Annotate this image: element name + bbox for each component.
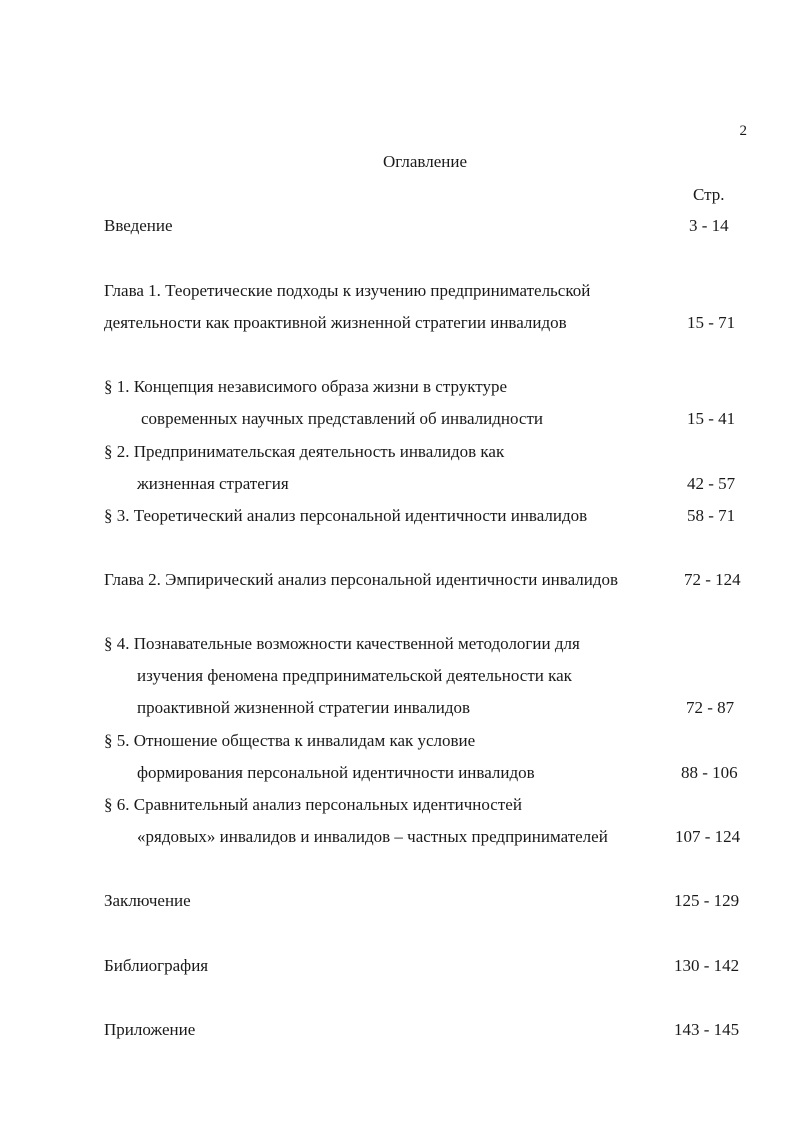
toc-entry-chapter-1-line-2: деятельности как проактивной жизненной стратегии инвалидов xyxy=(104,313,567,332)
toc-pages-intro: 3 - 14 xyxy=(689,216,729,235)
toc-entry-section-4-line-2: изучения феномена предпринимательской деятельности как xyxy=(137,666,572,685)
toc-pages-chapter-1: 15 - 71 xyxy=(687,313,736,332)
toc-entry-conclusion: Заключение xyxy=(104,891,191,910)
toc-entry-section-1-line-2: современных научных представлений об инвалидности xyxy=(141,409,543,428)
toc-entry-section-1-line-1: § 1. Концепция независимого образа жизни в структуре xyxy=(104,377,508,396)
toc-pages-chapter-2: 72 - 124 xyxy=(684,570,741,589)
toc-pages-section-2: 42 - 57 xyxy=(687,474,736,493)
toc-title: Оглавление xyxy=(383,152,467,171)
toc-pages-section-1: 15 - 41 xyxy=(687,409,736,428)
toc-entry-section-4-line-3: проактивной жизненной стратегии инвалидов xyxy=(137,698,471,717)
toc-entry-section-6-line-1: § 6. Сравнительный анализ персональных идентичностей xyxy=(104,795,522,814)
toc-entry-section-5-line-1: § 5. Отношение общества к инвалидам как условие xyxy=(104,731,476,750)
toc-entry-section-2-line-2: жизненная стратегия xyxy=(137,474,289,493)
toc-entry-section-4-line-1: § 4. Познавательные возможности качественной методологии для xyxy=(104,634,580,653)
toc-entry-intro: Введение xyxy=(104,216,173,235)
toc-pages-bibliography: 130 - 142 xyxy=(674,956,740,975)
toc-entry-bibliography: Библиография xyxy=(104,956,209,975)
toc-pages-section-6: 107 - 124 xyxy=(675,827,741,846)
toc-entry-appendix: Приложение xyxy=(104,1020,196,1039)
toc-entry-chapter-2: Глава 2. Эмпирический анализ персональной идентичности инвалидов xyxy=(104,570,619,589)
toc-entry-section-5-line-2: формирования персональной идентичности инвалидов xyxy=(137,763,535,782)
toc-entry-section-2-line-1: § 2. Предпринимательская деятельность инвалидов как xyxy=(104,442,505,461)
toc-entry-section-6-line-2: «рядовых» инвалидов и инвалидов – частных предпринимателей xyxy=(137,827,608,846)
page-number: 2 xyxy=(739,123,747,139)
toc-pages-section-5: 88 - 106 xyxy=(681,763,738,782)
toc-pages-section-3: 58 - 71 xyxy=(687,506,736,525)
toc-entry-section-3: § 3. Теоретический анализ персональной идентичности инвалидов xyxy=(104,506,588,525)
page-column-header: Стр. xyxy=(693,185,725,204)
toc-entry-chapter-1-line-1: Глава 1. Теоретические подходы к изучению предпринимательской xyxy=(104,281,591,300)
toc-pages-conclusion: 125 - 129 xyxy=(674,891,740,910)
toc-pages-appendix: 143 - 145 xyxy=(674,1020,740,1039)
toc-pages-section-4: 72 - 87 xyxy=(686,698,735,717)
